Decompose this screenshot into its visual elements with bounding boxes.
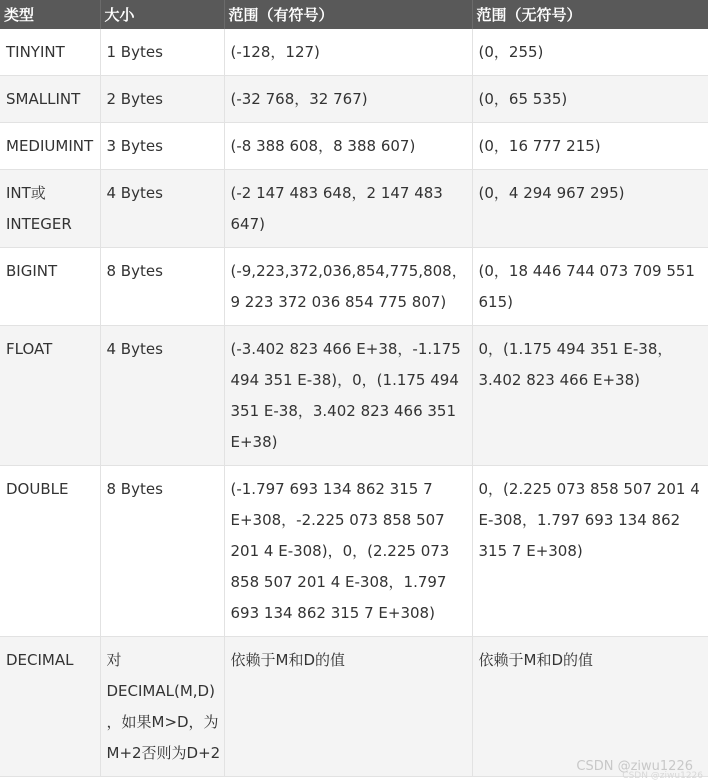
cell-signed-range: (-9,223,372,036,854,775,808，9 223 372 036 854 775 807) <box>224 248 472 326</box>
table-row <box>0 170 708 248</box>
cell-size: 对DECIMAL(M,D) ，如果M>D，为M+2否则为D+2 <box>100 637 224 777</box>
header-row <box>0 0 708 29</box>
cell-type: MEDIUMINT <box>0 123 100 170</box>
table-row <box>0 466 708 637</box>
cell-size: 2 Bytes <box>100 76 224 123</box>
cell-signed-range: (-1.797 693 134 862 315 7 E+308，-2.225 073 858 507 201 4 E-308)，0，(2.225 073 858 507 201 4 E-308，1.797 693 134 862 315 7 E+308) <box>224 466 472 637</box>
cell-signed-range: (-2 147 483 648，2 147 483 647) <box>224 170 472 248</box>
cell-size: 4 Bytes <box>100 170 224 248</box>
cell-signed-range: 依赖于M和D的值 <box>224 637 472 777</box>
cell-unsigned-range: (0，4 294 967 295) <box>472 170 708 248</box>
cell-type: BIGINT <box>0 248 100 326</box>
cell-size: 4 Bytes <box>100 326 224 466</box>
table-row <box>0 637 708 777</box>
cell-size: 8 Bytes <box>100 248 224 326</box>
header-signed-range: 范围（有符号） <box>224 0 472 29</box>
cell-size: 8 Bytes <box>100 466 224 637</box>
header-size: 大小 <box>100 0 224 29</box>
cell-signed-range: (-32 768，32 767) <box>224 76 472 123</box>
table-row <box>0 123 708 170</box>
header-unsigned-range: 范围（无符号） <box>472 0 708 29</box>
csdn-watermark: CSDN @ziwu1226 <box>576 759 693 774</box>
table-row <box>0 76 708 123</box>
csdn-watermark-small: CSDN @ziwu1226 <box>622 771 703 781</box>
cell-type: DOUBLE <box>0 466 100 637</box>
header-type: 类型 <box>0 0 100 29</box>
cell-signed-range: (-128，127) <box>224 29 472 76</box>
cell-type: FLOAT <box>0 326 100 466</box>
table-row <box>0 326 708 466</box>
cell-signed-range: (-3.402 823 466 E+38，-1.175 494 351 E-38)，0，(1.175 494 351 E-38，3.402 823 466 351 E+38) <box>224 326 472 466</box>
cell-unsigned-range: 0，(1.175 494 351 E-38，3.402 823 466 E+38) <box>472 326 708 466</box>
cell-type: INT或INTEGER <box>0 170 100 248</box>
cell-type: SMALLINT <box>0 76 100 123</box>
cell-unsigned-range: 0，(2.225 073 858 507 201 4 E-308，1.797 693 134 862 315 7 E+308) <box>472 466 708 637</box>
cell-size: 1 Bytes <box>100 29 224 76</box>
cell-unsigned-range: (0，16 777 215) <box>472 123 708 170</box>
cell-unsigned-range: (0，255) <box>472 29 708 76</box>
table-row <box>0 29 708 76</box>
cell-unsigned-range: (0，65 535) <box>472 76 708 123</box>
cell-type: TINYINT <box>0 29 100 76</box>
cell-unsigned-range: (0，18 446 744 073 709 551 615) <box>472 248 708 326</box>
cell-unsigned-range: 依赖于M和D的值 <box>472 637 708 777</box>
cell-type: DECIMAL <box>0 637 100 777</box>
table-row <box>0 248 708 326</box>
cell-size: 3 Bytes <box>100 123 224 170</box>
cell-signed-range: (-8 388 608，8 388 607) <box>224 123 472 170</box>
